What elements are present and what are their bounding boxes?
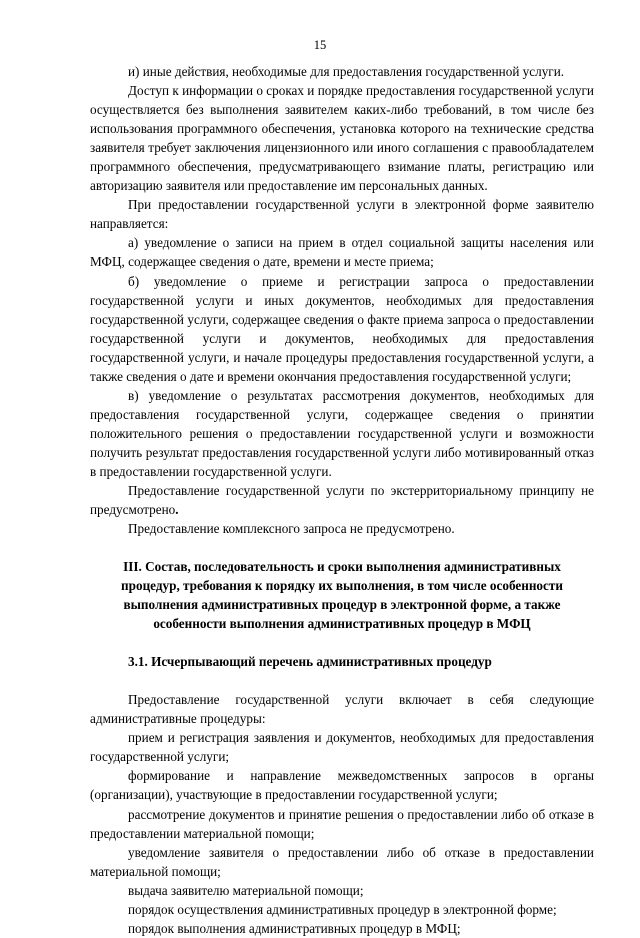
paragraph: Доступ к информации о сроках и порядке предоставления государственной услуги осуществляется без выполнения заявителем каких-либо требований, в том числе без использования программного обеспечения, установка которого на технические средства заявителя требует заключения лицензионного или иного соглашения с правообладателем программного обеспечения, предусматривающего взимание платы, регистрацию или авторизацию заявителя или предоставление им персональных данных. bbox=[90, 83, 594, 194]
list-item: выдача заявителю материальной помощи; bbox=[128, 882, 364, 898]
paragraph: Предоставление комплексного запроса не предусмотрено. bbox=[128, 521, 455, 537]
subsection-heading: 3.1. Исчерпывающий перечень административных процедур bbox=[128, 654, 492, 670]
paragraph bbox=[90, 481, 594, 519]
list-item: прием и регистрация заявления и документов, необходимых для предоставления государственной услуги; bbox=[90, 730, 594, 765]
paragraph: б) уведомление о приеме и регистрации запроса о предоставлении государственной услуги и иных документов, необходимых для предоставления государственной услуги, содержащее сведения о факте приема запроса о предоставлении государственной услуги и документов, необходимых для предоставления государственной услуги, и начале процедуры предоставления государственной услуги, а также сведения о дате и времени окончания предоставления государственной услуги; bbox=[90, 273, 594, 384]
list-item: порядок выполнения административных процедур в МФЦ; bbox=[128, 920, 461, 936]
paragraph: и) иные действия, необходимые для предоставления государственной услуги. bbox=[128, 64, 565, 79]
paragraph: Предоставление государственной услуги включает в себя следующие административные процедуры: bbox=[90, 692, 594, 727]
list-item: рассмотрение документов и принятие решения о предоставлении либо об отказе в предоставлении материальной помощи; bbox=[90, 806, 594, 841]
paragraph: в) уведомление о результатах рассмотрения документов, необходимых для предоставления государственной услуги, содержащее сведения о принятии положительного решения о предоставлении государственной услуги и возможности получить результат предоставления государственной услуги либо мотивированный отказ в предоставлении государственной услуги. bbox=[90, 387, 594, 479]
extraterritorial-period: . bbox=[175, 502, 179, 518]
paragraph: При предоставлении государственной услуги в электронной форме заявителю направляется: bbox=[90, 197, 594, 232]
page-content bbox=[90, 62, 594, 938]
page-number: 15 bbox=[313, 38, 327, 52]
extraterritorial-text: Предоставление государственной услуги по экстерриториальному принципу не предусмотрено bbox=[90, 483, 594, 518]
paragraph: а) уведомление о записи на прием в отдел социальной защиты населения или МФЦ, содержащее сведения о дате, времени и месте приема; bbox=[90, 235, 594, 270]
list-item: формирование и направление межведомственных запросов в органы (организации), участвующие в предоставлении государственной услуги; bbox=[90, 768, 594, 803]
list-item: уведомление заявителя о предоставлении либо об отказе в предоставлении материальной помощи; bbox=[90, 844, 594, 879]
list-item: порядок осуществления административных процедур в электронной форме; bbox=[128, 901, 557, 917]
section-heading: III. Состав, последовательность и сроки выполнения административных процедур, требования к порядку их выполнения, в том числе особенности выполнения административных процедур в электронной форме, а также особенности выполнения административных процедур в МФЦ bbox=[121, 559, 563, 632]
